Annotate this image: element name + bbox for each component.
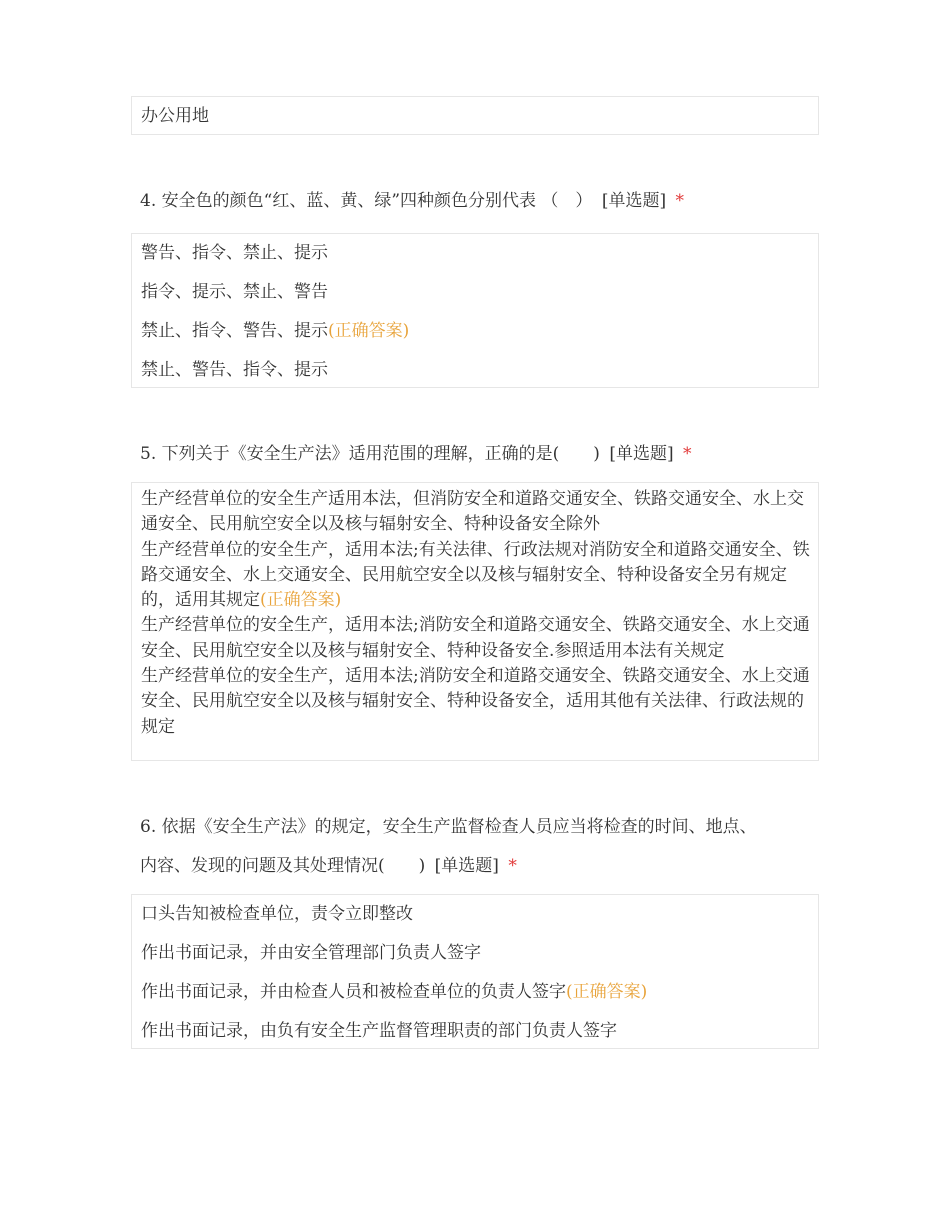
option-text: 禁止、指令、警告、提示 — [141, 321, 328, 341]
question-number: 5. — [140, 444, 157, 464]
option-text: 禁止、警告、指令、提示 — [141, 360, 328, 380]
required-mark: * — [675, 191, 685, 211]
option-b[interactable] — [141, 273, 809, 312]
option-text: 生产经营单位的安全生产，适用本法;有关法律、行政法规对消防安全和道路交通安全、铁路交通安全、水上交通安全、民用航空安全以及核与辐射安全、特种设备安全另有规定的，适用其规定 — [141, 539, 810, 611]
option-text: 作出书面记录，由负有安全生产监督管理职责的部门负责人签字 — [141, 1021, 617, 1041]
question-type: [单选题] — [601, 191, 667, 211]
question-line-1 — [140, 808, 819, 847]
prev-answer-box — [131, 96, 819, 135]
option-a[interactable] — [141, 234, 809, 273]
required-mark: * — [508, 856, 517, 876]
question-6-title — [131, 808, 819, 886]
option-a[interactable] — [141, 487, 812, 538]
option-text: 生产经营单位的安全生产，适用本法;消防安全和道路交通安全、铁路交通安全、水上交通安全、民用航空安全以及核与辐射安全、特种设备安全，适用其他有关法律、行政法规的规定 — [141, 666, 810, 737]
question-4-options — [131, 233, 819, 388]
option-c[interactable] — [141, 613, 812, 664]
required-mark: * — [682, 444, 692, 464]
question-text: 安全色的颜色“红、蓝、黄、绿”四种颜色分别代表 （ ） — [161, 191, 593, 211]
exam-page — [131, 96, 819, 1049]
correct-answer-tag: (正确答案) — [328, 321, 410, 341]
option-text: 生产经营单位的安全生产适用本法，但消防安全和道路交通安全、铁路交通安全、水上交通安全、民用航空安全以及核与辐射安全、特种设备安全除外 — [141, 489, 804, 535]
question-5-title — [131, 435, 819, 476]
question-4-title — [131, 182, 819, 223]
option-a[interactable] — [141, 895, 809, 934]
option-text: 口头告知被检查单位，责令立即整改 — [141, 904, 413, 924]
question-text-line1: 依据《安全生产法》的规定，安全生产监督检查人员应当将检查的时间、地点、 — [161, 817, 757, 837]
question-number: 6. — [140, 817, 157, 837]
option-text: 警告、指令、禁止、提示 — [141, 243, 328, 263]
prev-answer-option: 办公用地 — [141, 106, 209, 126]
question-6-options — [131, 894, 819, 1049]
option-d[interactable] — [141, 664, 812, 740]
option-text: 作出书面记录，并由检查人员和被检查单位的负责人签字 — [141, 982, 566, 1002]
question-5-options — [131, 482, 819, 761]
question-type: [单选题] — [609, 444, 674, 464]
question-number: 4. — [140, 191, 157, 211]
option-d[interactable] — [141, 1012, 809, 1051]
question-line-2 — [140, 847, 819, 886]
option-c[interactable] — [141, 312, 809, 351]
option-b[interactable] — [141, 934, 809, 973]
question-type: [单选题] — [434, 856, 499, 876]
option-d[interactable] — [141, 351, 809, 390]
question-text: 下列关于《安全生产法》适用范围的理解，正确的是( ) — [161, 444, 600, 464]
correct-answer-tag: (正确答案) — [566, 982, 648, 1002]
option-text: 指令、提示、禁止、警告 — [141, 282, 328, 302]
question-text-line2: 内容、发现的问题及其处理情况( ) — [140, 856, 426, 876]
option-b[interactable] — [141, 538, 812, 614]
option-text: 作出书面记录，并由安全管理部门负责人签字 — [141, 943, 481, 963]
option-c[interactable] — [141, 973, 809, 1012]
correct-answer-tag: (正确答案) — [260, 590, 342, 611]
option-text: 生产经营单位的安全生产，适用本法;消防安全和道路交通安全、铁路交通安全、水上交通安全、民用航空安全以及核与辐射安全、特种设备安全.参照适用本法有关规定 — [141, 615, 810, 661]
